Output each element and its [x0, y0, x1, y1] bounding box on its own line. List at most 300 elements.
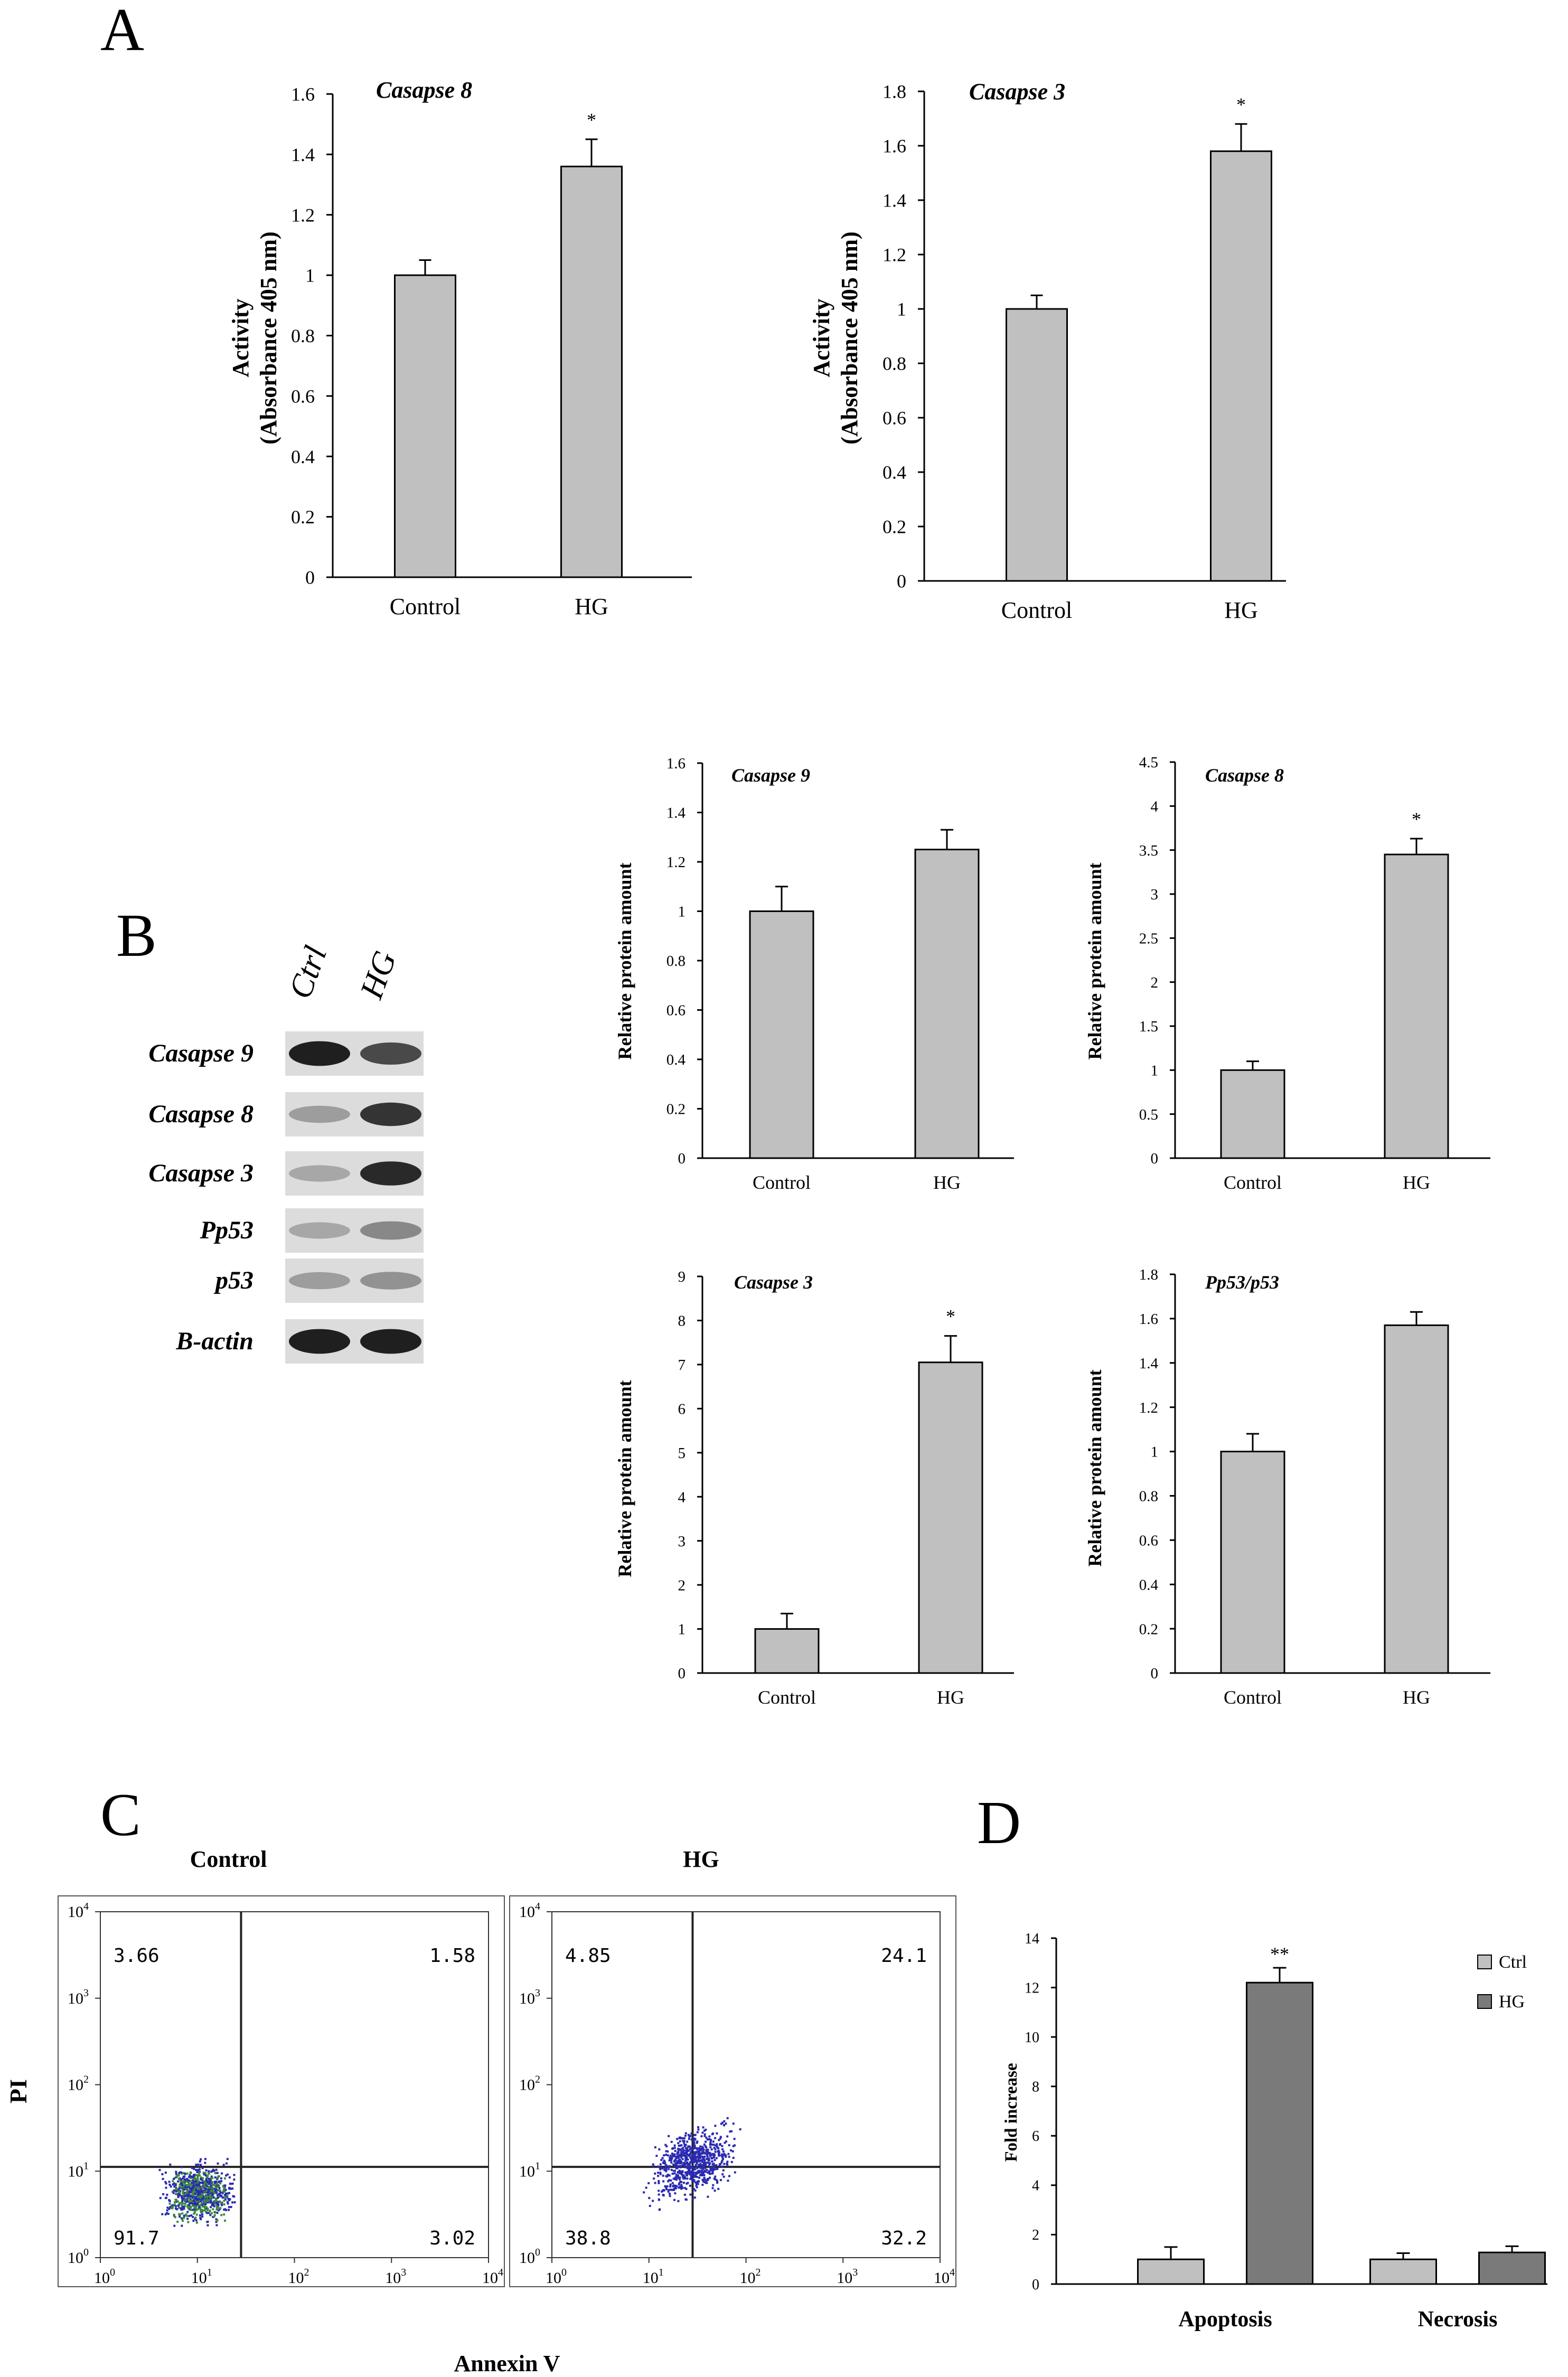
event-dot — [673, 2155, 675, 2157]
quadrant-lower-left: 38.8 — [565, 2228, 611, 2249]
event-dot — [683, 2182, 685, 2184]
event-dot — [205, 2180, 208, 2182]
blot-band — [360, 1222, 421, 1240]
y-tick-label: 1 — [897, 298, 906, 320]
event-dot — [183, 2215, 185, 2217]
event-dot — [722, 2150, 725, 2153]
event-dot — [671, 2169, 673, 2171]
event-dot — [190, 2172, 192, 2174]
y-tick-label: 2 — [1150, 974, 1158, 991]
flow-y-label: PI — [5, 2079, 32, 2103]
event-dot — [168, 2203, 171, 2205]
x-tick-label: Control — [752, 1172, 811, 1193]
event-dot — [716, 2145, 718, 2147]
event-dot — [711, 2133, 713, 2135]
event-dot — [712, 2140, 715, 2143]
event-dot — [178, 2178, 180, 2180]
bar-ctrl — [1370, 2259, 1436, 2284]
blot-band — [360, 1272, 421, 1290]
event-dot — [175, 2190, 177, 2192]
exponent: 1 — [206, 2267, 212, 2278]
event-dot — [680, 2152, 682, 2154]
event-dot — [179, 2213, 181, 2215]
event-dot — [665, 2150, 667, 2152]
event-dot — [691, 2172, 693, 2174]
event-dot — [181, 2225, 183, 2227]
event-dot — [169, 2200, 171, 2202]
chart-title: Casapse 8 — [376, 77, 473, 103]
event-dot — [192, 2220, 194, 2222]
exponent: 3 — [83, 1987, 89, 1999]
event-dot — [655, 2155, 658, 2157]
y-tick-label: 0.2 — [882, 516, 906, 538]
event-dot — [210, 2171, 212, 2173]
y-tick-label: 0.5 — [1139, 1106, 1158, 1123]
event-dot — [723, 2124, 725, 2126]
event-dot — [192, 2205, 194, 2207]
y-tick-label: 0 — [897, 570, 906, 592]
event-dot — [181, 2197, 183, 2199]
event-dot — [196, 2214, 198, 2216]
y-tick-label: 0 — [1032, 2276, 1039, 2293]
y-tick-label: 4 — [678, 1489, 686, 1506]
flow-plot-title: HG — [683, 1846, 719, 1872]
event-dot — [195, 2181, 197, 2183]
event-dot — [669, 2193, 671, 2195]
event-dot — [654, 2146, 656, 2148]
event-dot — [223, 2213, 225, 2215]
exponent: 0 — [535, 2247, 540, 2258]
event-dot — [654, 2173, 656, 2175]
event-dot — [702, 2165, 704, 2167]
event-dot — [195, 2169, 197, 2171]
significance-mark: ** — [1270, 1943, 1289, 1965]
event-dot — [693, 2155, 695, 2157]
event-dot — [692, 2199, 694, 2201]
event-dot — [643, 2191, 645, 2193]
event-dot — [692, 2162, 694, 2164]
y-tick-label: 4 — [1150, 798, 1158, 815]
y-axis-label — [1084, 1369, 1105, 1566]
event-dot — [207, 2191, 209, 2193]
event-dot — [181, 2184, 183, 2186]
bar-hg — [1211, 151, 1272, 581]
event-dot — [659, 2168, 661, 2171]
event-dot — [216, 2207, 218, 2209]
event-dot — [724, 2142, 726, 2144]
event-dot — [170, 2185, 172, 2187]
event-dot — [673, 2160, 675, 2162]
event-dot — [718, 2139, 720, 2141]
event-dot — [200, 2200, 202, 2202]
event-dot — [689, 2194, 691, 2196]
event-dot — [658, 2190, 660, 2192]
event-dot — [662, 2175, 664, 2177]
y-tick-label: 3.5 — [1139, 842, 1158, 859]
event-dot — [684, 2160, 687, 2162]
event-dot — [673, 2188, 675, 2190]
bar-hg — [1385, 854, 1448, 1158]
event-dot — [206, 2175, 209, 2177]
event-dot — [673, 2164, 675, 2166]
x-decade-label: $10^0$ — [94, 2267, 115, 2287]
event-dot — [707, 2138, 709, 2140]
event-dot — [193, 2200, 195, 2202]
blot-row-label: p53 — [215, 1266, 253, 1294]
chart-title: Casapse 8 — [1205, 765, 1284, 786]
bar-ctrl — [1138, 2259, 1204, 2284]
event-dot — [185, 2192, 187, 2194]
event-dot — [648, 2197, 650, 2199]
event-dot — [184, 2186, 186, 2188]
event-dot — [711, 2160, 713, 2163]
x-tick-label: Control — [757, 1687, 816, 1708]
event-dot — [701, 2131, 703, 2134]
event-dot — [181, 2195, 183, 2197]
event-dot — [169, 2206, 171, 2208]
event-dot — [197, 2196, 199, 2198]
event-dot — [214, 2190, 217, 2192]
event-dot — [696, 2186, 698, 2188]
event-dot — [686, 2140, 688, 2143]
event-dot — [657, 2175, 659, 2177]
event-dot — [721, 2145, 723, 2147]
event-dot — [690, 2132, 692, 2135]
event-dot — [720, 2123, 722, 2125]
event-dot — [687, 2164, 689, 2166]
event-dot — [689, 2153, 691, 2155]
event-dot — [209, 2214, 211, 2216]
event-dot — [177, 2181, 179, 2183]
event-dot — [196, 2209, 199, 2211]
event-dot — [658, 2182, 660, 2184]
event-dot — [727, 2153, 729, 2155]
x-tick-label: Control — [1001, 597, 1073, 623]
y-tick-label: 1.6 — [1139, 1311, 1158, 1328]
y-axis-label-line: Activity — [809, 298, 834, 378]
event-dot — [676, 2165, 678, 2167]
event-dot — [678, 2137, 680, 2139]
event-dot — [696, 2176, 698, 2178]
event-dot — [681, 2186, 683, 2188]
blot-band — [289, 1165, 350, 1181]
y-tick-label: 1.2 — [291, 204, 315, 226]
event-dot — [675, 2174, 678, 2176]
event-dot — [168, 2208, 170, 2210]
x-tick-label: Apoptosis — [1178, 2307, 1272, 2332]
event-dot — [192, 2179, 194, 2182]
event-dot — [667, 2154, 669, 2156]
event-dot — [214, 2176, 217, 2178]
event-dot — [707, 2178, 709, 2180]
quadrant-lower-left: 91.7 — [114, 2228, 159, 2249]
event-dot — [652, 2200, 654, 2202]
event-dot — [168, 2181, 171, 2183]
event-dot — [680, 2173, 682, 2175]
event-dot — [714, 2125, 716, 2127]
y-axis-label-line: Relative protein amount — [1084, 862, 1105, 1060]
event-dot — [704, 2167, 706, 2169]
event-dot — [730, 2130, 733, 2132]
bar-control — [755, 1629, 819, 1673]
event-dot — [701, 2169, 703, 2172]
exponent: 3 — [401, 2267, 407, 2278]
event-dot — [721, 2173, 724, 2175]
event-dot — [223, 2203, 226, 2205]
event-dot — [662, 2162, 664, 2164]
event-dot — [206, 2221, 209, 2223]
y-tick-label: 1.2 — [882, 244, 906, 266]
event-dot — [184, 2173, 186, 2175]
event-dot — [653, 2165, 655, 2167]
event-dot — [159, 2169, 161, 2171]
event-dot — [717, 2147, 719, 2149]
event-dot — [224, 2194, 226, 2196]
event-dot — [165, 2187, 167, 2189]
event-dot — [218, 2190, 220, 2192]
event-dot — [717, 2188, 719, 2190]
event-dot — [223, 2164, 225, 2166]
event-dot — [713, 2154, 716, 2156]
event-dot — [189, 2203, 191, 2205]
event-dot — [705, 2145, 707, 2147]
event-dot — [680, 2155, 682, 2157]
event-dot — [227, 2174, 229, 2176]
event-dot — [174, 2184, 176, 2186]
event-dot — [658, 2180, 660, 2182]
y-tick-label: 0.4 — [666, 1051, 686, 1069]
event-dot — [703, 2135, 706, 2137]
y-tick-label: 1.5 — [1139, 1018, 1158, 1036]
event-dot — [208, 2178, 210, 2180]
chart-b3 — [614, 1269, 1014, 1708]
event-dot — [696, 2163, 698, 2165]
x-decade-label: $10^2$ — [739, 2267, 761, 2287]
event-dot — [196, 2199, 199, 2201]
event-dot — [204, 2186, 206, 2188]
event-dot — [716, 2132, 718, 2135]
event-dot — [691, 2159, 693, 2161]
event-dot — [204, 2201, 206, 2203]
event-dot — [211, 2181, 213, 2183]
quadrant-upper-right: 24.1 — [881, 1945, 927, 1967]
event-dot — [712, 2184, 714, 2186]
event-dot — [232, 2195, 234, 2197]
event-dot — [224, 2220, 226, 2222]
y-tick-label: 0 — [305, 567, 315, 588]
event-dot — [220, 2177, 222, 2179]
y-tick-label: 1.4 — [291, 144, 315, 165]
event-dot — [229, 2183, 231, 2185]
y-decade-label: $10^3$ — [519, 1987, 540, 2007]
event-dot — [683, 2140, 686, 2142]
y-tick-label: 0.4 — [291, 446, 315, 467]
event-dot — [166, 2212, 168, 2214]
event-dot — [670, 2159, 672, 2161]
event-dot — [201, 2215, 203, 2218]
event-dot — [194, 2202, 196, 2204]
y-tick-label: 0 — [1150, 1665, 1158, 1683]
x-tick-label: HG — [1403, 1687, 1430, 1708]
event-dot — [701, 2146, 703, 2148]
event-dot — [707, 2172, 709, 2174]
x-decade-label: $10^1$ — [642, 2267, 664, 2287]
event-dot — [713, 2147, 716, 2149]
event-dot — [185, 2213, 187, 2215]
event-dot — [195, 2188, 197, 2191]
blot-band — [289, 1106, 350, 1123]
event-dot — [204, 2162, 206, 2164]
event-dot — [193, 2168, 195, 2170]
event-dot — [672, 2182, 674, 2184]
event-dot — [693, 2180, 696, 2182]
event-dot — [212, 2208, 214, 2210]
event-dot — [224, 2184, 226, 2186]
event-dot — [731, 2161, 733, 2163]
event-dot — [211, 2177, 213, 2179]
event-dot — [199, 2214, 201, 2216]
event-dot — [684, 2172, 687, 2174]
y-tick-label: 7 — [678, 1357, 686, 1374]
event-dot — [688, 2138, 690, 2140]
y-tick-label: 0.6 — [882, 407, 906, 429]
blot-band — [360, 1161, 421, 1186]
event-dot — [693, 2176, 696, 2178]
event-dot — [229, 2187, 231, 2189]
event-dot — [728, 2156, 730, 2158]
event-dot — [187, 2179, 189, 2182]
chart-title: Pp53/p53 — [1205, 1272, 1279, 1293]
event-dot — [180, 2186, 182, 2188]
event-dot — [723, 2176, 725, 2178]
event-dot — [684, 2154, 687, 2156]
event-dot — [227, 2195, 229, 2197]
y-axis-label-line: (Absorbance 405 nm) — [836, 231, 862, 445]
event-dot — [674, 2192, 676, 2194]
event-dot — [183, 2188, 185, 2191]
y-tick-label: 0.2 — [291, 506, 315, 528]
event-dot — [680, 2144, 682, 2146]
event-dot — [713, 2163, 715, 2165]
y-decade-label: $10^0$ — [68, 2247, 89, 2267]
event-dot — [696, 2167, 698, 2169]
event-dot — [715, 2151, 717, 2153]
event-dot — [228, 2209, 230, 2211]
event-dot — [215, 2169, 218, 2171]
quadrant-lower-right: 32.2 — [881, 2228, 927, 2249]
event-dot — [679, 2162, 681, 2164]
event-dot — [231, 2201, 233, 2203]
event-dot — [189, 2215, 191, 2217]
y-tick-label: 1 — [1150, 1062, 1158, 1079]
panel-label-b: B — [116, 902, 157, 969]
event-dot — [215, 2224, 218, 2226]
exponent: 4 — [950, 2267, 955, 2278]
y-tick-label: 0.6 — [291, 386, 315, 407]
event-dot — [208, 2173, 210, 2175]
event-dot — [205, 2169, 208, 2172]
blot-band — [289, 1329, 350, 1354]
event-dot — [173, 2190, 175, 2192]
x-tick-label: HG — [575, 594, 608, 619]
event-dot — [668, 2135, 670, 2137]
event-dot — [223, 2200, 225, 2202]
event-dot — [669, 2165, 671, 2167]
y-tick-label: 0.6 — [1139, 1532, 1158, 1549]
y-tick-label: 1.6 — [291, 83, 315, 105]
event-dot — [669, 2185, 671, 2187]
event-dot — [670, 2155, 672, 2157]
event-dot — [177, 2188, 180, 2190]
event-dot — [716, 2180, 718, 2182]
event-dot — [726, 2135, 728, 2137]
event-dot — [204, 2196, 206, 2198]
event-dot — [691, 2149, 693, 2151]
event-dot — [670, 2184, 672, 2186]
y-tick-label: 0.8 — [666, 953, 686, 970]
blot-band — [289, 1272, 350, 1289]
event-dot — [726, 2164, 728, 2166]
event-dot — [198, 2187, 200, 2190]
y-tick-label: 2 — [1032, 2227, 1039, 2244]
event-dot — [202, 2177, 204, 2179]
event-dot — [677, 2142, 679, 2144]
event-dot — [709, 2152, 711, 2154]
event-dot — [181, 2202, 183, 2204]
exponent: 1 — [535, 2160, 540, 2172]
event-dot — [673, 2199, 675, 2201]
event-dot — [217, 2176, 219, 2178]
flow-cytometry — [5, 1846, 956, 2376]
event-dot — [186, 2218, 189, 2220]
event-dot — [660, 2163, 662, 2165]
event-dot — [199, 2186, 201, 2188]
y-tick-label: 0 — [678, 1150, 686, 1168]
blot-band — [360, 1042, 421, 1065]
event-dot — [191, 2184, 193, 2186]
y-tick-label: 14 — [1025, 1930, 1039, 1947]
event-dot — [199, 2191, 201, 2193]
bar-control — [750, 912, 813, 1159]
event-dot — [684, 2199, 687, 2201]
event-dot — [672, 2147, 674, 2149]
event-dot — [190, 2180, 192, 2182]
y-tick-label: 1.2 — [1139, 1399, 1158, 1416]
event-dot — [220, 2195, 222, 2197]
event-dot — [230, 2206, 232, 2208]
exponent: 3 — [852, 2267, 858, 2278]
event-dot — [685, 2144, 687, 2146]
exponent: 4 — [498, 2267, 503, 2278]
event-dot — [199, 2160, 201, 2163]
event-dot — [701, 2174, 703, 2176]
event-dot — [719, 2163, 721, 2165]
event-dot — [696, 2183, 698, 2185]
event-dot — [653, 2177, 655, 2179]
event-dot — [226, 2163, 228, 2165]
y-tick-label: 1.8 — [882, 81, 906, 102]
y-tick-label: 3 — [1150, 886, 1158, 904]
event-dot — [187, 2221, 189, 2223]
y-axis-label-line: Relative protein amount — [1084, 1369, 1105, 1567]
event-dot — [714, 2190, 716, 2192]
event-dot — [211, 2193, 213, 2195]
event-dot — [186, 2201, 188, 2203]
event-dot — [207, 2194, 209, 2196]
event-dot — [687, 2162, 689, 2164]
event-dot — [659, 2209, 661, 2211]
event-dot — [664, 2144, 666, 2146]
